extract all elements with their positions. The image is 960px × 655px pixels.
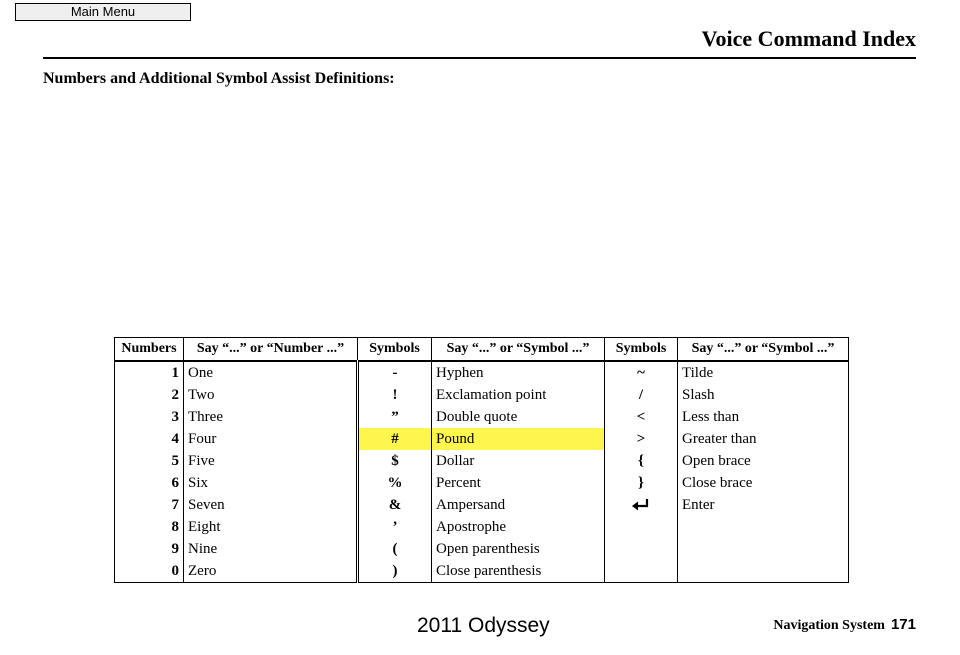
main-menu-button[interactable]: Main Menu bbox=[15, 3, 191, 21]
number-say-cell: Two bbox=[184, 384, 358, 406]
number-cell: 8 bbox=[115, 516, 184, 538]
symbol-cell: ’ bbox=[358, 516, 432, 538]
symbol-cell: ! bbox=[358, 384, 432, 406]
table-row bbox=[115, 450, 849, 472]
symbol-say-cell: Less than bbox=[678, 406, 849, 428]
symbol-cell: ) bbox=[358, 560, 432, 583]
symbol-cell: ( bbox=[358, 538, 432, 560]
symbol-say-cell: Close brace bbox=[678, 472, 849, 494]
symbol-cell: & bbox=[358, 494, 432, 516]
symbol-cell: < bbox=[605, 406, 678, 428]
number-say-cell: Five bbox=[184, 450, 358, 472]
table-row bbox=[115, 406, 849, 428]
symbol-say-cell: Pound bbox=[432, 428, 605, 450]
table-row bbox=[115, 494, 849, 516]
symbol-say-cell: Greater than bbox=[678, 428, 849, 450]
table-row bbox=[115, 538, 849, 560]
symbol-say-cell: Enter bbox=[678, 494, 849, 516]
column-header: Say “...” or “Symbol ...” bbox=[678, 338, 849, 362]
number-cell: 3 bbox=[115, 406, 184, 428]
symbol-say-cell: Exclamation point bbox=[432, 384, 605, 406]
column-header: Symbols bbox=[605, 338, 678, 362]
symbol-say-cell bbox=[678, 516, 849, 538]
symbol-cell: - bbox=[358, 361, 432, 384]
symbol-say-cell: Dollar bbox=[432, 450, 605, 472]
symbol-cell: % bbox=[358, 472, 432, 494]
column-header: Say “...” or “Symbol ...” bbox=[432, 338, 605, 362]
symbol-cell bbox=[605, 516, 678, 538]
symbol-cell bbox=[605, 560, 678, 583]
page-title: Voice Command Index bbox=[701, 26, 916, 51]
symbol-cell: / bbox=[605, 384, 678, 406]
page-number: 171 bbox=[890, 616, 916, 633]
number-say-cell: Eight bbox=[184, 516, 358, 538]
table-header-row bbox=[115, 338, 849, 362]
table-row bbox=[115, 516, 849, 538]
table-row bbox=[115, 560, 849, 583]
system-label: Navigation System bbox=[773, 618, 885, 633]
symbol-say-cell bbox=[678, 538, 849, 560]
number-cell: 1 bbox=[115, 361, 184, 384]
symbol-cell bbox=[605, 538, 678, 560]
number-cell: 9 bbox=[115, 538, 184, 560]
table-row bbox=[115, 472, 849, 494]
table-row bbox=[115, 384, 849, 406]
symbol-say-cell bbox=[678, 560, 849, 583]
number-say-cell: Seven bbox=[184, 494, 358, 516]
symbol-say-cell: Apostrophe bbox=[432, 516, 605, 538]
number-cell: 4 bbox=[115, 428, 184, 450]
symbol-say-cell: Double quote bbox=[432, 406, 605, 428]
symbol-say-cell: Tilde bbox=[678, 361, 849, 384]
table-row bbox=[115, 361, 849, 384]
enter-arrow-icon bbox=[631, 498, 651, 512]
number-cell: 5 bbox=[115, 450, 184, 472]
number-say-cell: Zero bbox=[184, 560, 358, 583]
symbol-cell: { bbox=[605, 450, 678, 472]
header-divider bbox=[43, 57, 916, 59]
symbol-say-cell: Close parenthesis bbox=[432, 560, 605, 583]
number-cell: 6 bbox=[115, 472, 184, 494]
number-cell: 7 bbox=[115, 494, 184, 516]
number-cell: 2 bbox=[115, 384, 184, 406]
number-say-cell: Six bbox=[184, 472, 358, 494]
number-say-cell: Nine bbox=[184, 538, 358, 560]
symbol-say-cell: Ampersand bbox=[432, 494, 605, 516]
number-say-cell: Four bbox=[184, 428, 358, 450]
column-header: Say “...” or “Number ...” bbox=[184, 338, 358, 362]
symbol-say-cell: Open parenthesis bbox=[432, 538, 605, 560]
number-cell: 0 bbox=[115, 560, 184, 583]
symbol-say-cell: Slash bbox=[678, 384, 849, 406]
symbol-cell: $ bbox=[358, 450, 432, 472]
vehicle-model: 2011 Odyssey bbox=[417, 614, 550, 637]
symbol-cell: # bbox=[358, 428, 432, 450]
page-footer bbox=[773, 616, 916, 634]
symbol-say-cell: Hyphen bbox=[432, 361, 605, 384]
table-row bbox=[115, 428, 849, 450]
symbol-cell: > bbox=[605, 428, 678, 450]
symbol-cell: ~ bbox=[605, 361, 678, 384]
column-header: Symbols bbox=[358, 338, 432, 362]
symbol-cell bbox=[605, 494, 678, 516]
symbol-cell: ” bbox=[358, 406, 432, 428]
symbol-cell: } bbox=[605, 472, 678, 494]
voice-command-table bbox=[114, 337, 849, 583]
number-say-cell: Three bbox=[184, 406, 358, 428]
symbol-say-cell: Percent bbox=[432, 472, 605, 494]
section-heading: Numbers and Additional Symbol Assist Definitions: bbox=[43, 70, 395, 87]
column-header: Numbers bbox=[115, 338, 184, 362]
number-say-cell: One bbox=[184, 361, 358, 384]
symbol-say-cell: Open brace bbox=[678, 450, 849, 472]
